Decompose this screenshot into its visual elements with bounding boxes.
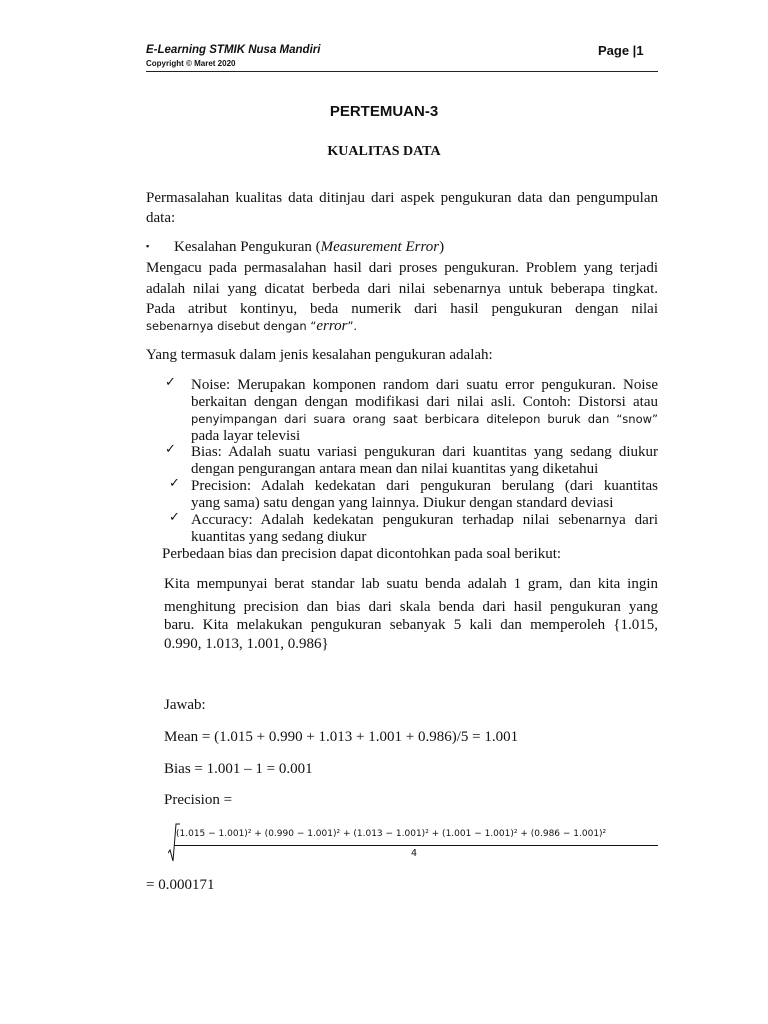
- page-title: PERTEMUAN-3: [329, 103, 439, 120]
- header-course-title: E-Learning STMIK Nusa Mandiri: [146, 44, 321, 56]
- intro-line-2: data:: [146, 210, 176, 226]
- problem-line-3: baru. Kita melakukan pengukuran sebanyak 5 kali dan memperoleh {1.015,: [164, 617, 658, 633]
- section-heading: [146, 239, 444, 256]
- check-icon: ✓: [165, 375, 176, 390]
- desc-line-2: adalah nilai yang dicatat berbeda dari nilai sebenarnya untuk beberapa tingkat.: [146, 281, 658, 297]
- intro-line-1: Permasalahan kualitas data ditinjau dari aspek pengukuran data dan pengumpulan: [146, 190, 658, 206]
- compare-text: Perbedaan bias dan precision dapat dicontohkan pada soal berikut:: [162, 546, 562, 562]
- bias-equation: Bias = 1.001 – 1 = 0.001: [164, 761, 313, 777]
- header-page-number: Page |1: [598, 43, 644, 58]
- square-bullet-icon: ▪: [146, 241, 150, 251]
- section-heading-suffix: ): [439, 239, 445, 255]
- bias-line-1: Bias: Adalah suatu variasi pengukuran dari kuantitas yang sedang diukur: [191, 444, 658, 460]
- bias-line-2: dengan pengurangan antara mean dan nilai kuantitas yang diketahui: [191, 461, 599, 477]
- desc-last-em: error: [316, 318, 348, 334]
- mean-equation: Mean = (1.015 + 0.990 + 1.013 + 1.001 + 0.986)/5 = 1.001: [164, 729, 519, 745]
- noise-line-2: berkaitan dengan dengan modifikasi dari nilai asli. Contoh: Distorsi atau: [191, 394, 658, 410]
- problem-line-1: Kita mempunyai berat standar lab suatu benda adalah 1 gram, dan kita ingin: [164, 576, 658, 592]
- desc-line-1: Mengacu pada permasalahan hasil dari proses pengukuran. Problem yang terjadi: [146, 260, 658, 276]
- types-intro: Yang termasuk dalam jenis kesalahan pengukuran adalah:: [146, 347, 493, 363]
- check-icon: ✓: [165, 442, 176, 457]
- noise-line-4: pada layar televisi: [191, 428, 301, 444]
- noise-line-3: penyimpangan dari suara orang saat berbicara ditelepon buruk dan “snow”: [191, 412, 658, 426]
- result-value: = 0.000171: [146, 877, 215, 893]
- precision-formula: [168, 823, 660, 863]
- section-heading-prefix: Kesalahan Pengukuran (: [174, 239, 321, 255]
- problem-line-4: 0.990, 1.013, 1.001, 0.986}: [164, 636, 329, 652]
- desc-last-prefix: sebenarnya disebut dengan “: [146, 319, 317, 333]
- formula-numerator: (1.015 − 1.001)² + (0.990 − 1.001)² + (1.013 − 1.001)² + (1.001 − 1.001)² + (0.986 − 1.001)²: [176, 829, 607, 839]
- accuracy-line-2: kuantitas yang sedang diukur: [191, 529, 367, 545]
- noise-line-1: Noise: Merupakan komponen random dari suatu error pengukuran. Noise: [191, 377, 658, 393]
- precision-line-2: yang sama) satu dengan yang lainnya. Diukur dengan standard deviasi: [191, 495, 614, 511]
- problem-line-2: menghitung precision dan bias dari skala benda dari hasil pengukuran yang: [164, 599, 658, 615]
- answer-label: Jawab:: [164, 697, 206, 713]
- precision-label: Precision =: [164, 792, 233, 808]
- check-icon: ✓: [169, 476, 180, 491]
- check-icon: ✓: [169, 510, 180, 525]
- page-subtitle: KUALITAS DATA: [327, 144, 441, 159]
- header-copyright: Copyright © Maret 2020: [146, 59, 236, 68]
- desc-line-4: [146, 318, 357, 335]
- formula-denominator: 4: [411, 848, 418, 859]
- desc-last-suffix: ”.: [347, 319, 358, 333]
- section-heading-em: Measurement Error: [320, 239, 440, 255]
- precision-line-1: Precision: Adalah kedekatan dari pengukuran berulang (dari kuantitas: [191, 478, 658, 494]
- desc-line-3: Pada atribut kontinyu, beda numerik dari hasil pengukuran dengan nilai: [146, 301, 658, 317]
- fraction-bar: [174, 845, 658, 846]
- header-divider: [146, 71, 658, 72]
- accuracy-line-1: Accuracy: Adalah kedekatan pengukuran terhadap nilai sebenarnya dari: [191, 512, 658, 528]
